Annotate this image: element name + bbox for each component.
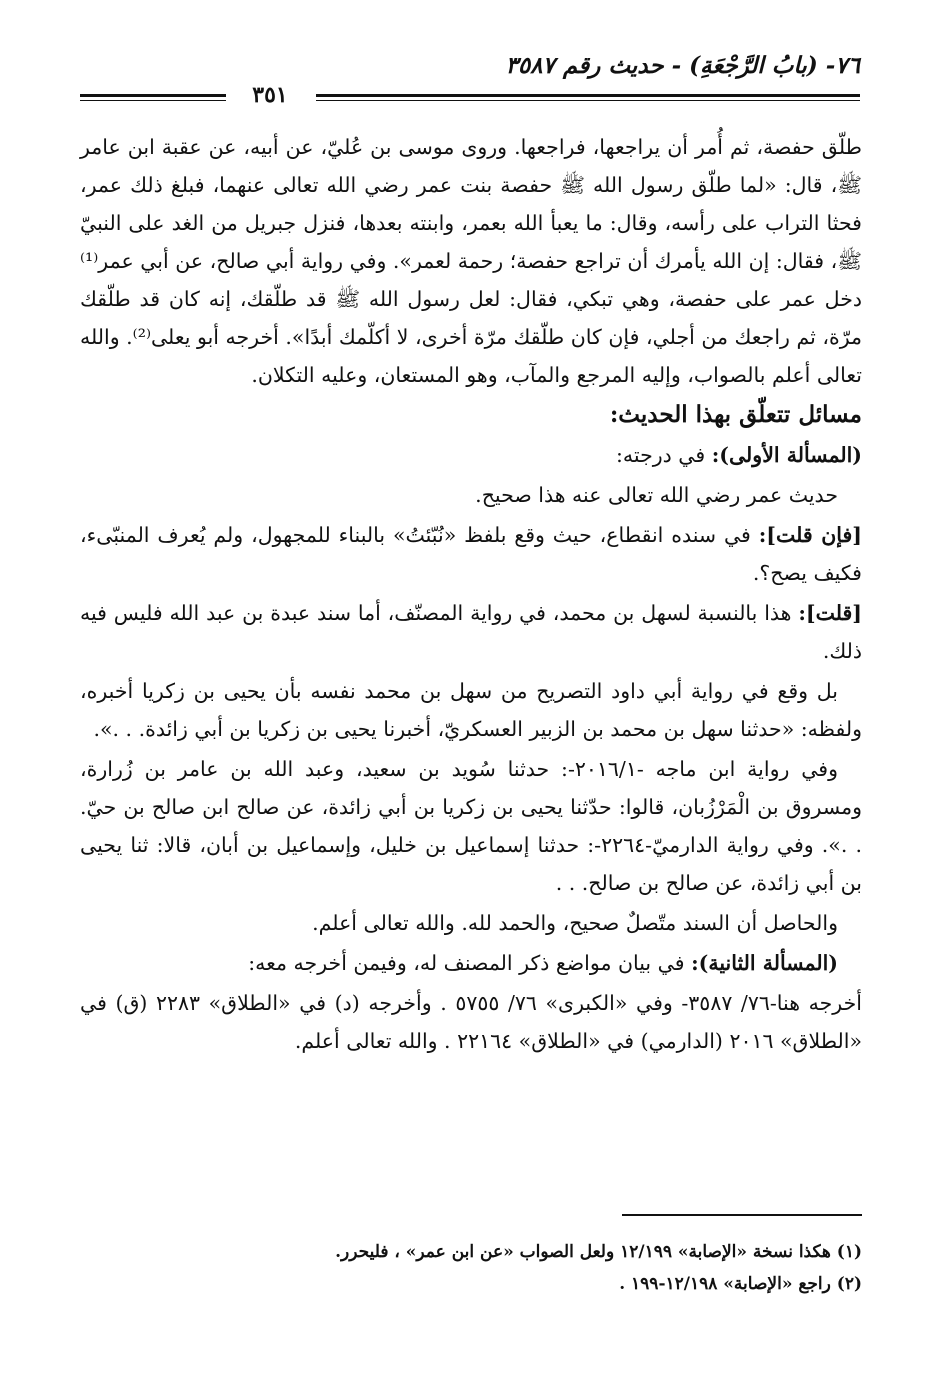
issue1-label: (المسألة الأولى): [711,443,862,467]
issue1-heading [80,436,862,474]
page-header [80,52,860,108]
issue1-text: حديث عمر رضي الله تعالى عنه هذا صحيح. [475,483,838,507]
main-text [80,128,862,1062]
opening-paragraph: طلّق حفصة، ثم أُمر أن يراجعها، فراجعها. وروى موسى بن عُليّ، عن أبيه، عن عقبة ابن عامر ﷺ، قال: «لما طلّق رسول الله ﷺ حفصة بنت عمر رضي الله تعالى عنهما، فبلغ ذلك عمر، فحثا التراب على رأسه، وقال: ما يعبأ الله بعمر، وابنته بعدها، فنزل جبريل من الغد على النبيّ ﷺ، فقال: إن الله يأمرك أن تراجع حفصة؛ رحمة لعمر». وفي رواية أبي صالح، عن أبي عمر⁽¹⁾ دخل عمر على حفصة، وهي تبكي، فقال: لعل رسول الله ﷺ قد طلّقك، إنه كان قد طلّقك مرّة، ثم راجعك من أجلي، فإن كان طلّقك مرّة أخرى، لا أكلّمك أبدًا». أخرجه أبو يعلى⁽²⁾. والله تعالى أعلم بالصواب، وإليه المرجع والمآب، وهو المستعان، وعليه التكلان. [80,135,863,387]
header-rule-thin [316,100,860,101]
header-rule-short [80,94,226,97]
issue2-label: (المسألة الثانية): [691,951,838,975]
abudawud-paragraph: بل وقع في رواية أبي داود التصريح من سهل بن محمد نفسه بأن يحيى بن زكريا أخبره، ولفظه: «حدثنا سهل بن محمد بن الزبير العسكريّ، أخبرنا يحيى بن زكريا بن أبي زائدة. . .». [80,679,862,741]
ibnmajah-paragraph: وفي رواية ابن ماجه -٢٠١٦/١-: حدثنا سُويد بن سعيد، وعبد الله بن عامر بن زُرارة، ومسروق بن الْمَرْزُبان، قالوا: حدّثنا يحيى بن زكريا بن أبي زائدة، عن صالح ابن صالح بن حيّ. . .». وفي رواية الدارميّ-٢٢٦٤-: حدثنا إسماعيل بن خليل، وإسماعيل بن أبان، قالا: ثنا يحيى بن أبي زائدة، عن صالح بن صالح. . . [80,757,862,895]
issue2-heading [80,944,862,982]
footnote-rule [622,1214,862,1216]
issue2-text: أخرجه هنا-٧٦/ ٣٥٨٧- وفي «الكبرى» ٧٦/ ٥٧٥٥ . وأخرجه (د) في «الطلاق» ٢٢٨٣ (ق) في «الطلاق» ٢٠١٦ (الدارمي) في «الطلاق» ٢٢١٦٤ . والله تعالى أعلم. [80,991,862,1053]
footnote-1: (١) هكذا نسخة «الإصابة» ١٢/١٩٩ ولعل الصواب «عن ابن عمر» ، فليحرر. [335,1242,862,1262]
question-text: في سنده انقطاع، حيث وقع بلفظ «نُبّئتُ» بالبناء للمجهول، ولم يُعرف المنبّىء، فكيف يصح؟. [80,523,862,585]
question-label: [فإن قلت]: [758,523,862,547]
footnote-2: (٢) راجع «الإصابة» ١٢/١٩٨-١٩٩ . [619,1274,862,1294]
running-title: ٧٦- (بابُ الرَّجْعَةِ) - حديث رقم ٣٥٨٧ [505,52,860,79]
conclusion-paragraph: والحاصل أن السند متّصلٌ صحيح، والحمد لله. والله تعالى أعلم. [312,911,838,935]
header-rule [316,94,860,97]
issue1-title: في درجته: [615,443,712,467]
issue2-title: في بيان مواضع ذكر المصنف له، وفيمن أخرجه معه: [248,951,692,975]
answer-text: هذا بالنسبة لسهل بن محمد، في رواية المصنّف، أما سند عبدة بن عبد الله فليس فيه ذلك. [80,601,862,663]
header-rule-short-thin [80,100,226,101]
answer-paragraph [80,594,862,670]
answer-label: [قلت]: [798,601,862,625]
question-paragraph [80,516,862,592]
footnotes [80,1236,862,1300]
page-number: ٣٥١ [252,82,288,108]
section-heading: مسائل تتعلّق بهذا الحديث: [609,401,862,428]
